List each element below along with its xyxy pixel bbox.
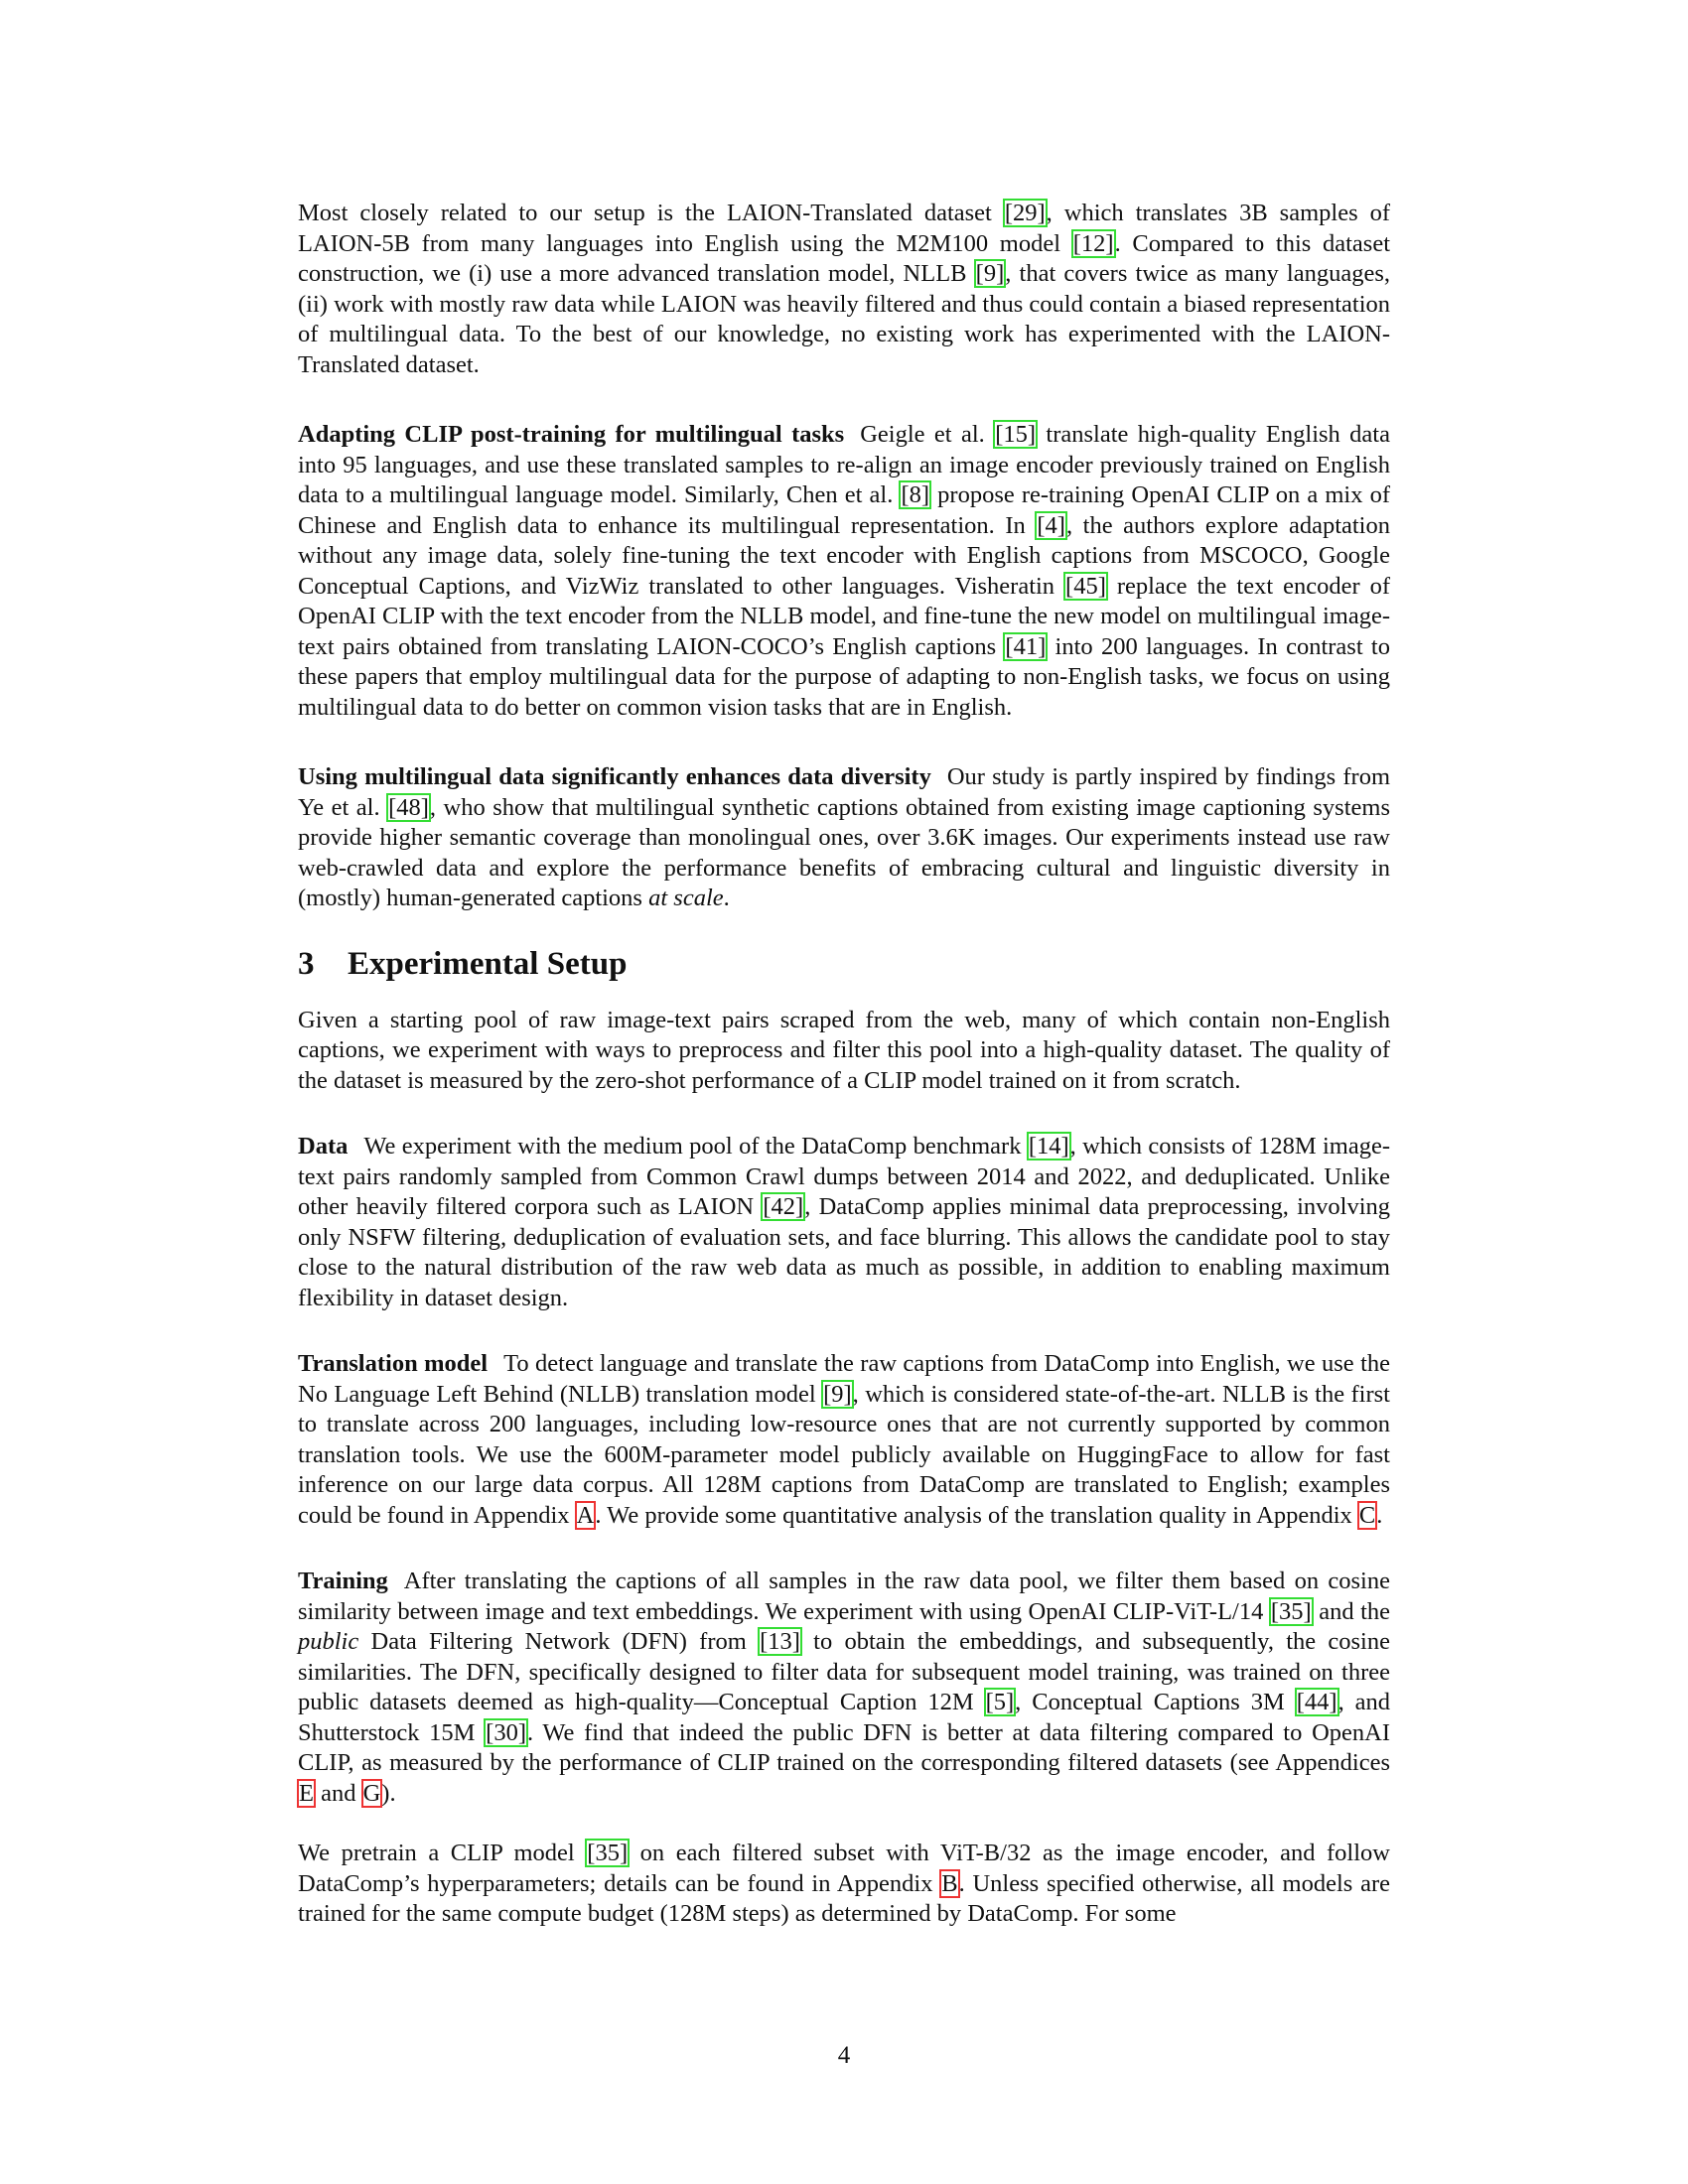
citation-link[interactable]: [45]: [1065, 572, 1106, 600]
citation-link[interactable]: [4]: [1037, 511, 1065, 539]
text: , which is considered state-of-the-art. NLLB is the first to translate across 200 languages, including low-resource ones that are not currently supported by common translation tools. We use the 600M-parameter model publicly available on HuggingFace to allow for fast inference on our large data corpus. All 128M captions from DataComp are translated to English; examples could be found in Appendix: [298, 1380, 1390, 1529]
text: replace the text encoder of OpenAI CLIP with the text encoder from the NLLB model, and fine-tune the new model on multilingual image-text pairs obtained from translating LAION-COCO’s English captions: [298, 572, 1391, 660]
citation-link[interactable]: [44]: [1296, 1689, 1337, 1715]
text: , who show that multilingual synthetic captions obtained from existing image captioning systems provide higher semantic coverage than monolingual ones, over 3.6K images. Our experiments instead use raw web-crawled data and explore the performance benefits of embracing cultural and linguistic diversity in (mostly) human-generated captions: [298, 793, 1390, 911]
appendix-link[interactable]: E: [299, 1779, 314, 1807]
appendix-link[interactable]: B: [941, 1869, 958, 1897]
text: , which consists of 128M image-text pairs randomly sampled from Common Crawl dumps between 2014 and 2022, and deduplicated. Unlike other heavily filtered corpora such as LAION: [298, 1133, 1390, 1220]
text: Most closely related to our setup is the LAION-Translated dataset: [298, 200, 1004, 226]
citation-link[interactable]: [14]: [1028, 1133, 1069, 1160]
citation-link[interactable]: [13]: [760, 1628, 800, 1655]
paragraph-heading: Data: [298, 1133, 349, 1160]
emphasis: at scale: [648, 885, 724, 911]
text: propose re-training OpenAI CLIP on a mix of Chinese and English data to enhance its multilingual representation. In: [298, 481, 1390, 539]
text: ).: [381, 1779, 396, 1807]
emphasis: public: [298, 1628, 359, 1655]
text: After translating the captions of all samples in the raw data pool, we filter them based on cosine similarity between image and text embeddings. We experiment with using OpenAI CLIP-ViT-L/14: [298, 1568, 1390, 1625]
text: Geigle et al.: [860, 421, 995, 448]
section-number: 3: [298, 945, 315, 982]
related-work-paragraph: [298, 199, 1390, 380]
text: . We find that indeed the public DFN is better at data filtering compared to OpenAI CLIP, as measured by the performance of CLIP trained on the corresponding filtered datasets (see Appendices: [298, 1718, 1390, 1776]
text: and: [314, 1779, 362, 1807]
text: . Compared to this dataset construction, we (i) use a more advanced translation model, NLLB: [298, 229, 1390, 287]
text: , and Shutterstock 15M: [298, 1689, 1391, 1746]
paper-page: [298, 199, 1390, 1930]
section-title: Experimental Setup: [348, 945, 628, 982]
pretrain-paragraph: [298, 1839, 1390, 1930]
citation-link[interactable]: [48]: [388, 793, 429, 821]
text: We experiment with the medium pool of the DataComp benchmark: [363, 1133, 1028, 1160]
text: We pretrain a CLIP model: [298, 1840, 587, 1866]
citation-link[interactable]: [12]: [1072, 229, 1114, 257]
text: Our study is partly inspired by findings from Ye et al.: [298, 763, 1390, 821]
citation-link[interactable]: [9]: [823, 1380, 852, 1408]
citation-link[interactable]: [9]: [975, 260, 1005, 287]
text: , that covers twice as many languages, (ii) work with mostly raw data while LAION was heavily filtered and thus could contain a biased representation of multilingual data. To the best of our knowledge, no existing work has experimented with the LAION-Translated dataset.: [298, 260, 1391, 378]
data-diversity-paragraph: [298, 762, 1390, 914]
citation-link[interactable]: [5]: [985, 1689, 1015, 1715]
text: translate high-quality English data into 95 languages, and use these translated samples to re-align an image encoder previously trained on English data to a multilingual language model. Similarly, Chen et al.: [298, 421, 1390, 508]
data-paragraph: [298, 1132, 1390, 1313]
text: , Conceptual Captions 3M: [1015, 1689, 1296, 1715]
paragraph-heading: Adapting CLIP post-training for multilingual tasks: [298, 421, 845, 448]
setup-intro-paragraph: Given a starting pool of raw image-text pairs scraped from the web, many of which contain non-English captions, we experiment with ways to preprocess and filter this pool into a high-quality dataset. The quality of the dataset is measured by the zero-shot performance of a CLIP model trained on it from scratch.: [298, 1006, 1390, 1094]
citation-link[interactable]: [8]: [901, 481, 930, 508]
text: To detect language and translate the raw captions from DataComp into English, we use the No Language Left Behind (NLLB) translation model: [298, 1350, 1391, 1408]
paragraph-heading: Translation model: [298, 1350, 489, 1377]
text: .: [723, 885, 730, 911]
citation-link[interactable]: [35]: [1270, 1597, 1312, 1625]
text: into 200 languages. In contrast to these papers that employ multilingual data for the purpose of adapting to non-English tasks, we focus on using multilingual data to do better on common vision tasks that are in English.: [298, 632, 1390, 721]
text: . Unless specified otherwise, all models are trained for the same compute budget (128M steps) as determined by DataComp. For some: [298, 1869, 1390, 1927]
citation-link[interactable]: [42]: [763, 1193, 804, 1220]
text: , which translates 3B samples of LAION-5B from many languages into English using the M2M100 model: [298, 200, 1390, 257]
adapting-clip-paragraph: [298, 420, 1390, 723]
text: to obtain the embeddings, and subsequently, the cosine similarities. The DFN, specifically designed to filter data for subsequent model training, was trained on three public datasets deemed as high-quality—Conceptual Caption 12M: [298, 1628, 1390, 1715]
citation-link[interactable]: [30]: [486, 1718, 526, 1746]
text: , DataComp applies minimal data preprocessing, involving only NSFW filtering, deduplication of evaluation sets, and face blurring. This allows the candidate pool to stay close to the natural distribution of the raw web data as much as possible, in addition to enabling maximum flexibility in dataset design.: [298, 1193, 1390, 1311]
appendix-link[interactable]: A: [576, 1501, 595, 1529]
citation-link[interactable]: [35]: [587, 1840, 629, 1866]
citation-link[interactable]: [29]: [1004, 200, 1046, 226]
translation-model-paragraph: [298, 1349, 1390, 1531]
paragraph-heading: Training: [298, 1568, 388, 1594]
text: .: [1376, 1501, 1383, 1529]
paragraph-heading: Using multilingual data significantly enhances data diversity: [298, 763, 931, 790]
training-paragraph: [298, 1567, 1390, 1809]
text: . We provide some quantitative analysis of the translation quality in Appendix: [595, 1501, 1358, 1529]
text: , the authors explore adaptation without any image data, solely fine-tuning the text encoder with English captions from MSCOCO, Google Conceptual Captions, and VizWiz translated to other languages. Visheratin: [298, 511, 1390, 600]
page-number: 4: [837, 2042, 851, 2069]
citation-link[interactable]: [41]: [1005, 632, 1047, 660]
text: Data Filtering Network (DFN) from: [358, 1628, 760, 1655]
text: on each filtered subset with ViT-B/32 as the image encoder, and follow DataComp’s hyperparameters; details can be found in Appendix: [298, 1840, 1390, 1897]
appendix-link[interactable]: G: [362, 1779, 381, 1807]
citation-link[interactable]: [15]: [995, 421, 1037, 448]
section-heading: [298, 944, 1390, 984]
text: and the: [1312, 1597, 1390, 1625]
appendix-link[interactable]: C: [1358, 1501, 1376, 1529]
